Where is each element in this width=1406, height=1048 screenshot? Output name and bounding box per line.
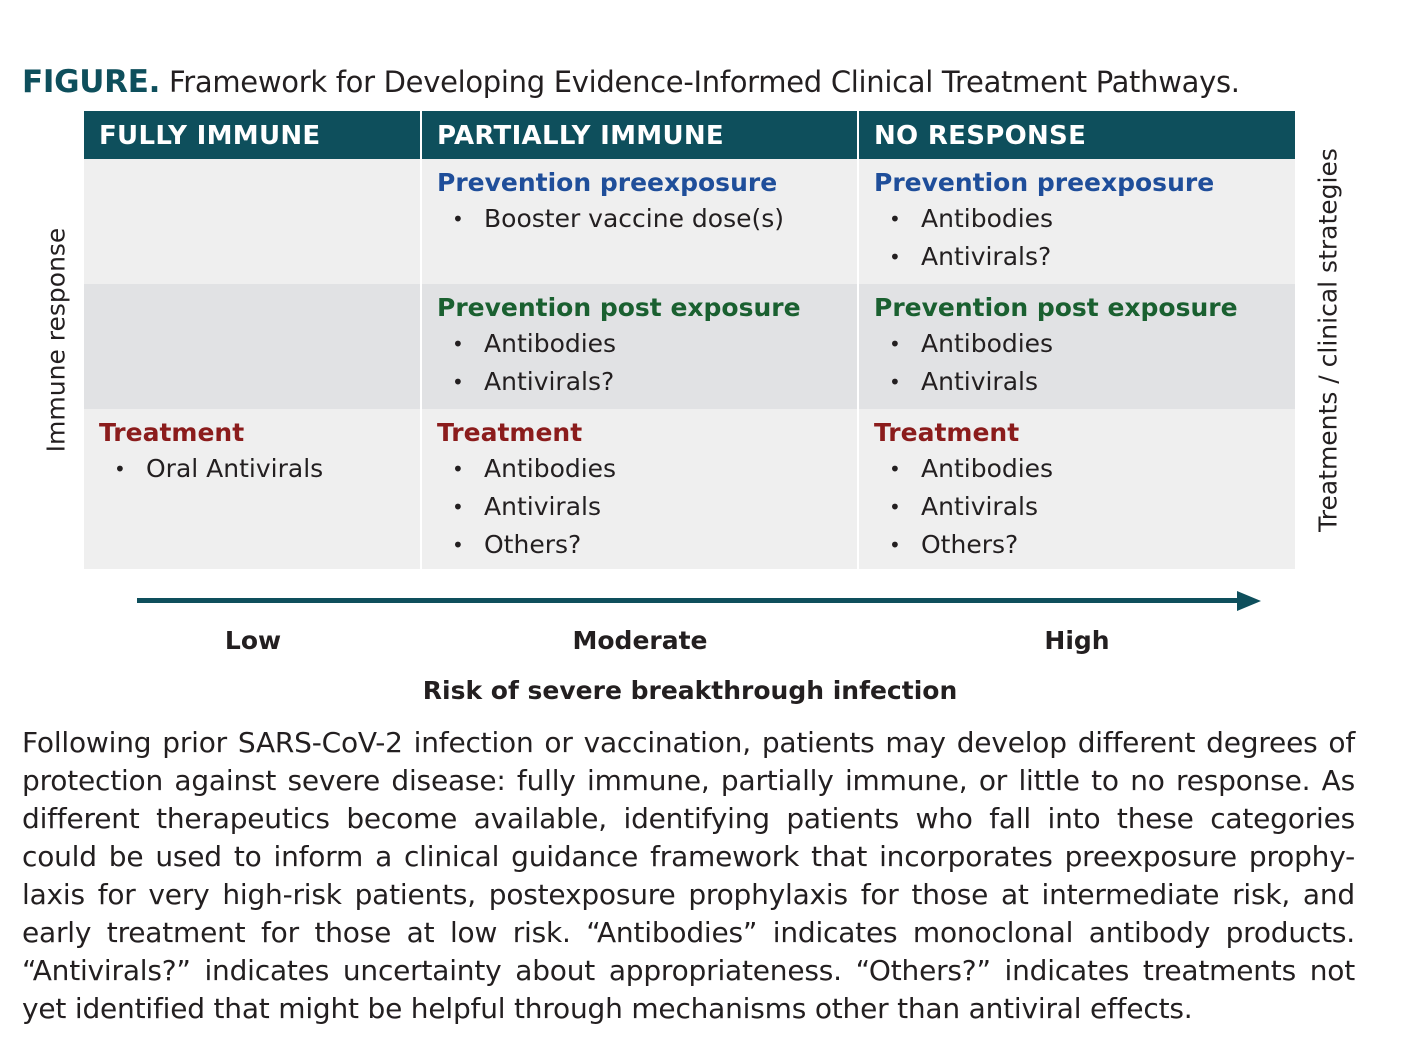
figure-caption: Following prior SARS-CoV-2 infection or vaccination, patients may develop different degrees of protection against severe disease: fully immune, partially immune, or little to no response. As different therapeutics become available, identifying patients who fall into these categories could be used to inform a clinical guidance framework that incorporates preexposure prophy-laxis for very high-risk patients, postexposure prophylaxis for those at intermediate risk, and early treatment for those at low risk. “Antibodies” indicates monoclonal antibody products. “Antivirals?” indicates uncertainty about appropriateness. “Others?” indicates treatments not yet identified that might be helpful through mechanisms other than antiviral effects. xyxy=(22,726,1355,1025)
cell-heading: Treatment xyxy=(99,418,245,447)
list-item: • Antibodies xyxy=(874,325,1295,363)
cell-fully-treatment xyxy=(84,409,420,569)
cell-heading: Treatment xyxy=(874,418,1020,447)
cell-heading: Treatment xyxy=(437,418,583,447)
bullet-list xyxy=(99,450,420,488)
list-item: • Oral Antivirals xyxy=(99,450,420,488)
cell-heading: Prevention preexposure xyxy=(874,168,1215,197)
list-item: • Others? xyxy=(874,526,1295,564)
risk-level-low: Low xyxy=(224,626,282,655)
immune-response-axis-label: Immune response xyxy=(41,227,71,453)
column-header-partially-immune: PARTIALLY IMMUNE xyxy=(422,111,857,159)
bullet-list xyxy=(874,325,1295,401)
treatments-axis-label: Treatments / clinical strategies xyxy=(1313,148,1343,532)
risk-level-moderate: Moderate xyxy=(572,626,708,655)
framework-grid xyxy=(84,111,1295,569)
bullet-list xyxy=(437,200,857,238)
list-item: • Antivirals xyxy=(874,488,1295,526)
figure-title-text: Framework for Developing Evidence-Informed Clinical Treatment Pathways. xyxy=(168,65,1240,99)
list-item: • Antivirals xyxy=(874,363,1295,401)
cell-none-postexposure xyxy=(859,284,1295,409)
figure-label: FIGURE. xyxy=(22,64,161,100)
cell-fully-postexposure xyxy=(84,284,420,409)
list-item: • Antivirals xyxy=(437,488,857,526)
list-item: • Antibodies xyxy=(874,450,1295,488)
cell-heading: Prevention preexposure xyxy=(437,168,778,197)
cell-fully-preexposure xyxy=(84,159,420,284)
column-header-fully-immune: FULLY IMMUNE xyxy=(84,111,420,159)
cell-heading: Prevention post exposure xyxy=(874,293,1238,322)
cell-none-preexposure xyxy=(859,159,1295,284)
risk-arrow-line xyxy=(137,598,1242,603)
list-item: • Antibodies xyxy=(437,450,857,488)
risk-axis-title: Risk of severe breakthrough infection xyxy=(422,676,958,705)
bullet-list xyxy=(437,450,857,564)
cell-partially-postexposure xyxy=(422,284,857,409)
list-item: • Antivirals? xyxy=(874,238,1295,276)
list-item: • Antibodies xyxy=(437,325,857,363)
bullet-list xyxy=(437,325,857,401)
figure-title xyxy=(22,64,1240,100)
cell-none-treatment xyxy=(859,409,1295,569)
cell-partially-treatment xyxy=(422,409,857,569)
list-item: • Others? xyxy=(437,526,857,564)
risk-arrow-head-icon xyxy=(1237,591,1261,611)
bullet-list xyxy=(874,450,1295,564)
cell-heading: Prevention post exposure xyxy=(437,293,801,322)
cell-partially-preexposure xyxy=(422,159,857,284)
column-header-no-response: NO RESPONSE xyxy=(859,111,1295,159)
list-item: • Booster vaccine dose(s) xyxy=(437,200,857,238)
risk-level-high: High xyxy=(1044,626,1110,655)
list-item: • Antivirals? xyxy=(437,363,857,401)
list-item: • Antibodies xyxy=(874,200,1295,238)
bullet-list xyxy=(874,200,1295,276)
